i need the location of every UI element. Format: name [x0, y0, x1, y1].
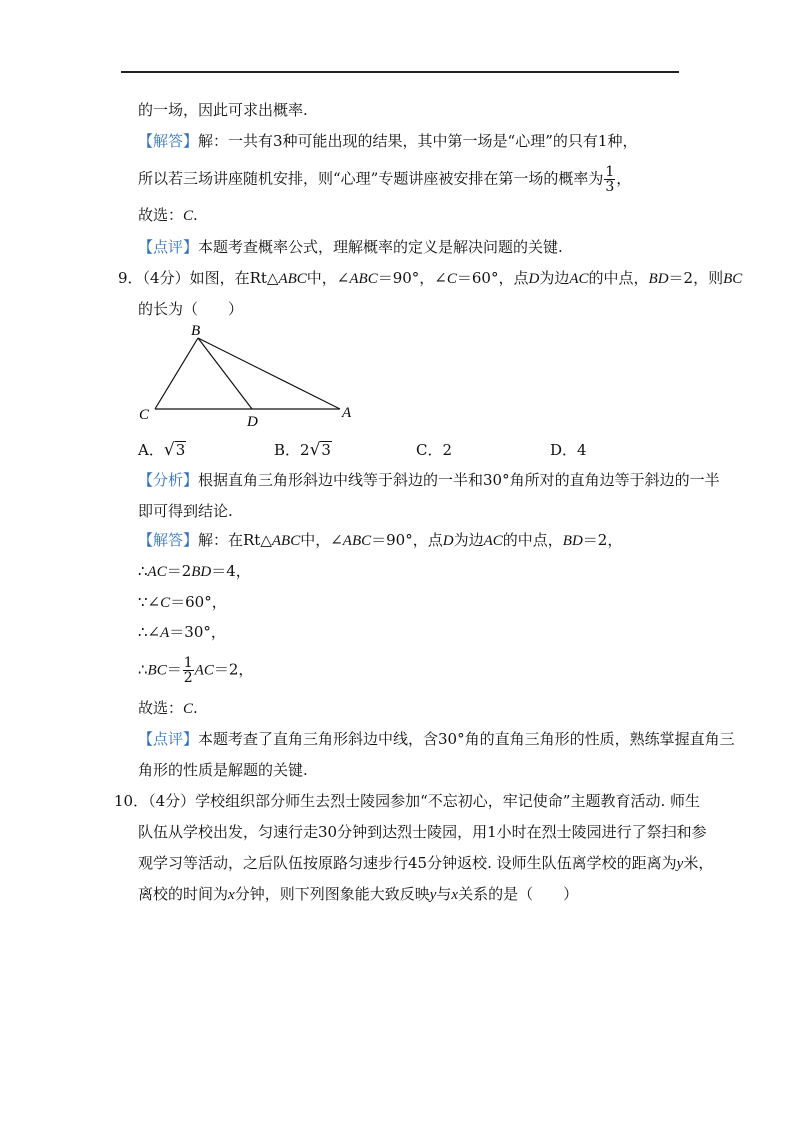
q10-stem-line3 — [138, 853, 713, 874]
denominator: 3 — [605, 179, 615, 195]
text: 根据直角三角形斜边中线等于斜边的一半和30°角所对的直角边等于斜边的一半 — [198, 471, 720, 489]
text: （4分）如图，在Rt△ — [142, 269, 279, 287]
vertex-label-a: A — [342, 405, 352, 421]
var: D — [528, 271, 540, 287]
text: ＝ — [166, 660, 182, 679]
q9-choice — [138, 698, 198, 719]
var: x — [451, 887, 459, 903]
q9-solution-line1 — [138, 530, 622, 551]
text: ＝2，则 — [668, 269, 724, 287]
text: 解：一共有3种可能出现的结果，其中第一场是“心理”的只有1种， — [198, 132, 638, 150]
option-label: C． — [416, 441, 443, 459]
q9-option-a — [138, 440, 186, 460]
var: ABC — [342, 533, 372, 549]
text: ＝30°， — [169, 623, 226, 641]
q9-option-b — [274, 440, 332, 460]
q9-review-line2 — [138, 760, 308, 780]
text: 分钟，则下列图象能大致反映 — [234, 885, 430, 903]
solution-tag: 【解答】 — [138, 531, 199, 549]
q9-solution-line4 — [138, 622, 226, 643]
text: 的长为（ ） — [138, 300, 244, 318]
choice-letter: C — [183, 701, 194, 717]
text: 故选： — [138, 206, 184, 224]
text: （4分）学校组织部分师生去烈士陵园参加“不忘初心，牢记使命”主题教育活动. 师生 — [148, 792, 701, 810]
radicand: 3 — [175, 441, 186, 459]
text: 与 — [436, 885, 452, 903]
var: D — [442, 533, 454, 549]
text: ＝60°， — [170, 593, 227, 611]
prev-analysis-tail — [138, 100, 308, 120]
option-value: 2 — [442, 441, 453, 459]
q9-solution-line3 — [138, 592, 227, 613]
review-tag: 【点评】 — [138, 238, 199, 256]
text: 中，∠ — [300, 531, 343, 549]
radical-sign: √ — [163, 440, 175, 460]
var: BD — [191, 564, 212, 580]
var: C — [446, 271, 457, 287]
vertex-label-b: B — [191, 323, 201, 339]
text: ， — [616, 169, 632, 188]
text: 的一场，因此可求出概率. — [138, 101, 308, 119]
text: 关系的是（ ） — [458, 885, 579, 903]
text: 中，∠ — [306, 269, 350, 287]
option-label: B． — [274, 441, 301, 459]
var: ABC — [349, 271, 378, 287]
text: ＝90°，∠ — [377, 269, 447, 287]
q9-analysis-line1 — [138, 470, 720, 490]
var: BD — [648, 271, 669, 287]
triangle-figure — [135, 318, 365, 430]
q9-stem-line1 — [118, 268, 742, 289]
var: y — [429, 887, 437, 903]
var: AC — [194, 662, 214, 679]
text: ＝2 — [166, 562, 192, 580]
numerator: 1 — [183, 655, 193, 671]
text: ＝2， — [582, 531, 623, 549]
text: ＝90°，点 — [371, 531, 443, 549]
numerator: 1 — [605, 164, 615, 180]
text: 本题考查了直角三角形斜边中线，含30°角的直角三角形的性质，熟练掌握直角三 — [198, 730, 735, 748]
text: 离校的时间为 — [138, 885, 229, 903]
header-rule — [121, 71, 679, 73]
prev-answer-line1 — [138, 131, 637, 151]
text: ＝4， — [211, 562, 251, 580]
radicand: 3 — [321, 441, 331, 459]
text: 本题考查概率公式，理解概率的定义是解决问题的关键. — [198, 238, 563, 256]
var: BC — [147, 662, 167, 679]
q9-solution-line5 — [138, 656, 253, 685]
q10-stem-line1 — [114, 791, 700, 811]
q9-analysis-line2 — [138, 501, 233, 521]
var: y — [676, 856, 684, 872]
var: x — [228, 887, 235, 903]
q9-review-line1 — [138, 729, 735, 749]
question-number: 9． — [118, 269, 143, 287]
question-number: 10． — [114, 792, 149, 810]
text: 为边 — [453, 531, 484, 549]
q10-stem-line4 — [138, 884, 578, 905]
text: 的中点， — [588, 269, 649, 287]
text: 队伍从学校出发，匀速行走30分钟到达烈士陵园，用1小时在烈士陵园进行了祭扫和参 — [138, 823, 707, 841]
text: 为边 — [539, 269, 570, 287]
fraction — [183, 656, 194, 685]
radical-sign: √ — [309, 440, 321, 460]
text: ＝60°，点 — [456, 269, 529, 287]
option-label: D． — [550, 441, 578, 459]
option-label: A． — [138, 441, 164, 459]
analysis-tag: 【分析】 — [138, 471, 199, 489]
prev-answer-line2 — [138, 165, 631, 194]
text: ∴ — [138, 660, 148, 679]
choice-letter: C — [183, 208, 194, 224]
var: A — [160, 625, 170, 641]
vertex-label-c: C — [139, 407, 150, 423]
fraction — [604, 165, 615, 194]
var: BC — [723, 271, 743, 287]
prev-review — [138, 237, 563, 257]
text: 即可得到结论. — [138, 502, 233, 520]
text: . — [193, 206, 198, 224]
text: 故选： — [138, 699, 184, 717]
side-bc — [155, 338, 198, 409]
review-tag: 【点评】 — [138, 730, 199, 748]
q10-stem-line2 — [138, 822, 707, 842]
denominator: 2 — [183, 670, 193, 686]
text: 观学习等活动，之后队伍按原路匀速步行45分钟返校. 设师生队伍离学校的距离为 — [138, 854, 677, 872]
text: ∴ — [138, 562, 148, 580]
var: AC — [569, 271, 589, 287]
var: BD — [562, 533, 583, 549]
var: AC — [147, 564, 167, 580]
var: AC — [483, 533, 503, 549]
var: ABC — [278, 271, 307, 287]
q9-stem-line2 — [138, 299, 243, 319]
text: 解：在Rt△ — [198, 531, 272, 549]
option-value: 4 — [577, 441, 587, 459]
text: 的中点， — [502, 531, 563, 549]
q9-option-d — [550, 440, 587, 460]
median-bd — [198, 338, 252, 409]
point-label-d: D — [247, 414, 258, 430]
var: C — [160, 595, 171, 611]
text: ＝2， — [213, 660, 254, 679]
answer-tag: 【解答】 — [138, 132, 199, 150]
prev-choice — [138, 205, 198, 226]
text: 角形的性质是解题的关键. — [138, 761, 308, 779]
var: ABC — [271, 533, 301, 549]
text: ∴∠ — [138, 623, 161, 641]
q9-solution-line2 — [138, 561, 251, 582]
text: 米， — [683, 854, 714, 872]
side-ba — [198, 338, 340, 409]
text: . — [193, 699, 198, 717]
text: ∵∠ — [138, 593, 161, 611]
coefficient: 2 — [300, 441, 310, 459]
q9-option-c — [416, 440, 452, 460]
text: 所以若三场讲座随机安排，则“心理”专题讲座被安排在第一场的概率为 — [138, 169, 604, 188]
